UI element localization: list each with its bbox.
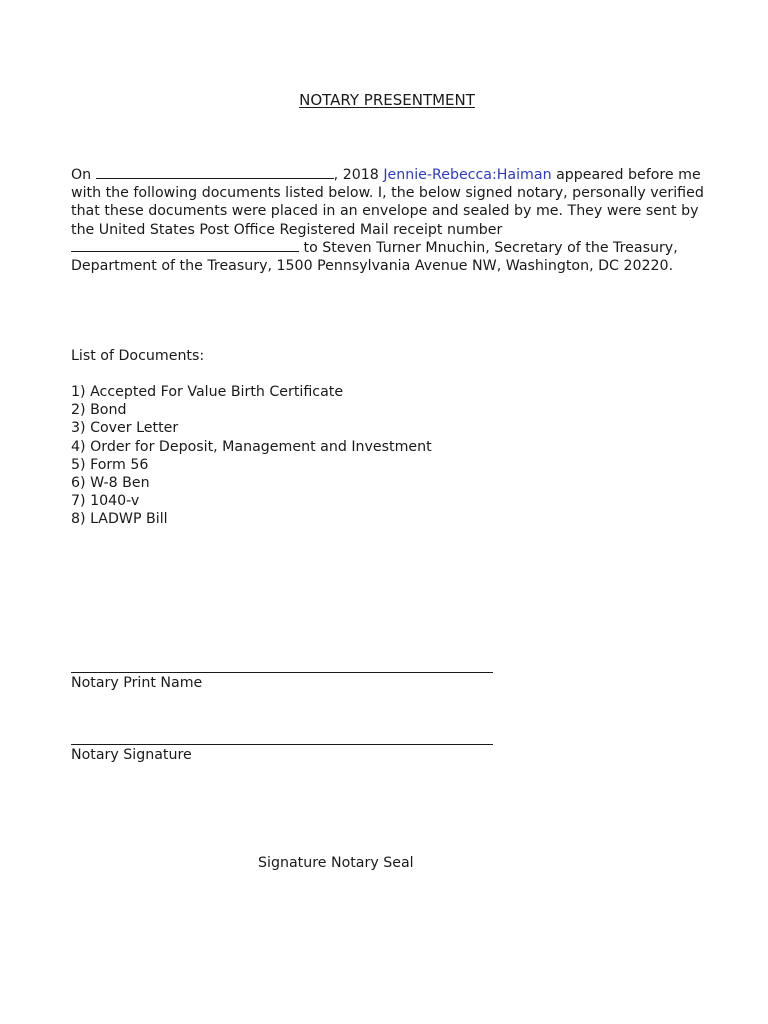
- list-item: 3) Cover Letter: [71, 420, 179, 437]
- list-item: 2) Bond: [71, 402, 127, 419]
- list-item: 8) LADWP Bill: [71, 511, 168, 528]
- on-text: On: [71, 167, 96, 183]
- list-item: 7) 1040-v: [71, 493, 140, 510]
- notary-seal-label: Signature Notary Seal: [258, 855, 414, 871]
- paragraph-body-text: appeared before me with the following documents listed below. I, the below signed notary, personally verified that these documents were placed in an envelope and sealed by me. They were sent by the United States Post Office Registered Mail receipt number: [71, 167, 704, 238]
- presentment-paragraph: [71, 166, 711, 275]
- documents-list-heading: List of Documents:: [71, 348, 205, 364]
- year-text: , 2018: [333, 167, 384, 183]
- receipt-number-blank-line: [71, 239, 299, 252]
- notary-print-name-line: [71, 672, 493, 673]
- list-item: 1) Accepted For Value Birth Certificate: [71, 384, 344, 400]
- list-item: 5) Form 56: [71, 456, 149, 473]
- list-item: 6) W-8 Ben: [71, 475, 150, 492]
- document-title: NOTARY PRESENTMENT: [299, 91, 475, 109]
- notary-print-name-label: Notary Print Name: [71, 675, 203, 691]
- party-name-link[interactable]: Jennie-Rebecca:Haiman: [383, 167, 552, 183]
- date-blank-line: [96, 166, 334, 179]
- notary-signature-line: [71, 744, 493, 745]
- list-item: 4) Order for Deposit, Management and Investment: [71, 438, 432, 455]
- notary-signature-label: Notary Signature: [71, 747, 192, 763]
- recipient-address-text: to Steven Turner Mnuchin, Secretary of the Treasury, Department of the Treasury, 1500 Pennsylvania Avenue NW, Washington, DC 20220.: [71, 239, 678, 275]
- documents-list: [71, 383, 432, 529]
